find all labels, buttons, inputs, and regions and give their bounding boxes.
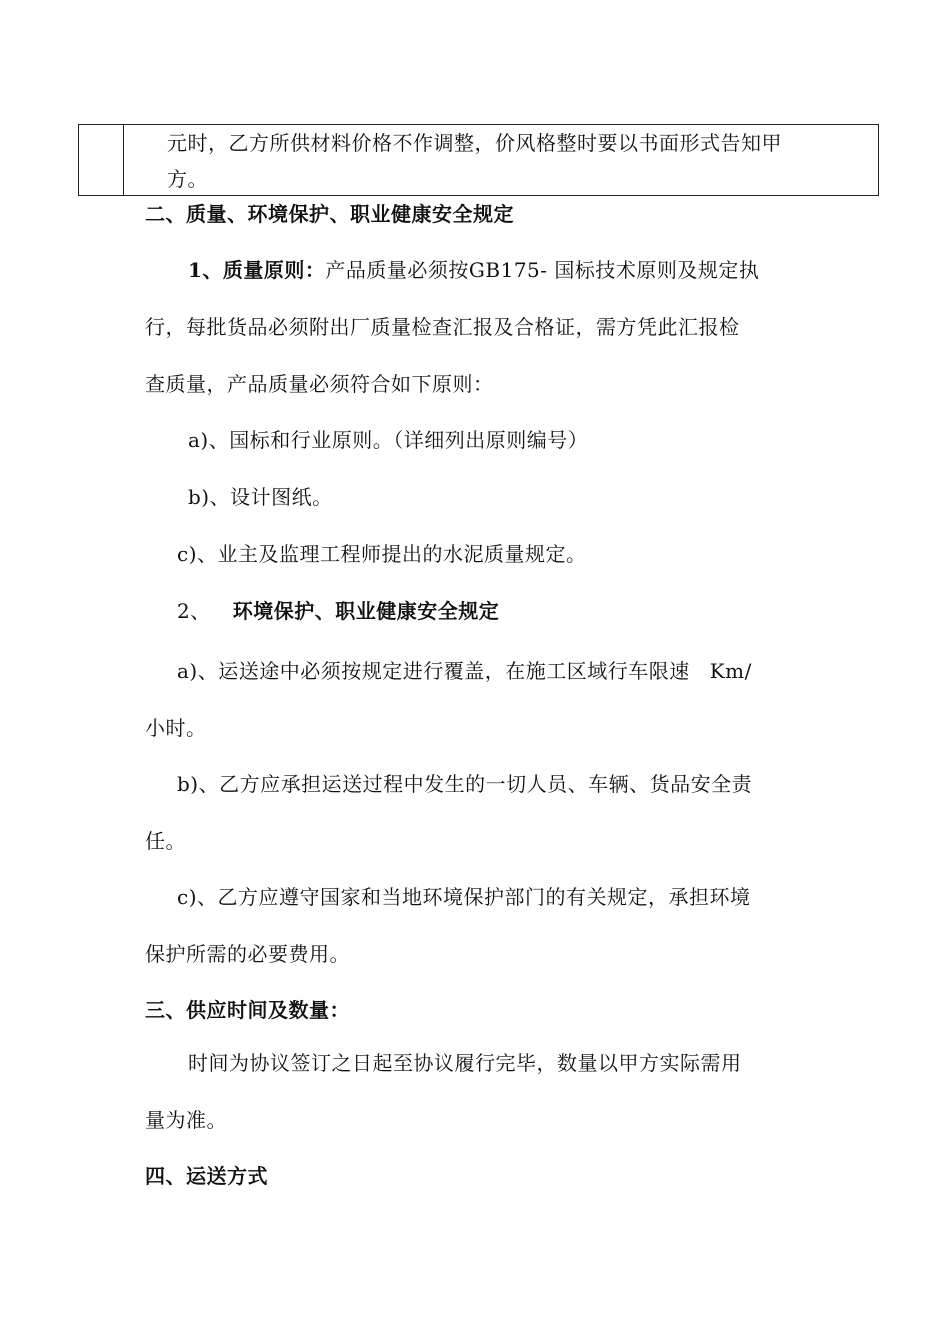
section-4-heading: 四、运送方式 — [145, 1164, 268, 1188]
env-item-c-line-2: 保护所需的必要费用。 — [145, 942, 350, 966]
quality-label: 1、质量原则： — [188, 258, 326, 282]
table-row — [78, 124, 879, 196]
section-2-heading: 二、质量、环境保护、职业健康安全规定 — [145, 202, 514, 226]
quality-paragraph-line-1 — [188, 254, 759, 283]
quality-item-c: c)、业主及监理工程师提出的水泥质量规定。 — [177, 542, 587, 566]
env-heading: 环境保护、职业健康安全规定 — [232, 599, 500, 623]
table-column-divider — [123, 125, 124, 195]
section-3-heading: 三、供应时间及数量： — [145, 998, 350, 1022]
env-item-a-unit: Km/ — [709, 659, 752, 683]
quality-item-a: a)、国标和行业原则。（详细列出原则编号） — [188, 428, 589, 452]
env-number: 2、 — [177, 599, 211, 623]
quality-item-b: b)、设计图纸。 — [188, 485, 333, 509]
section-3-text-line-2: 量为准。 — [145, 1108, 227, 1132]
env-item-a-line-1 — [177, 655, 752, 684]
env-heading-line — [177, 595, 499, 624]
env-item-c-line-1: c)、乙方应遵守国家和当地环境保护部门的有关规定，承担环境 — [177, 885, 751, 909]
table-cell — [167, 125, 872, 197]
env-item-a-line-2: 小时。 — [145, 716, 207, 740]
env-item-b-line-1: b)、乙方应承担运送过程中发生的一切人员、车辆、货品安全责 — [177, 772, 753, 796]
quality-paragraph-line-2: 行，每批货品必须附出厂质量检查汇报及合格证，需方凭此汇报检 — [145, 315, 740, 339]
quality-paragraph-line-3: 查质量，产品质量必须符合如下原则： — [145, 372, 494, 396]
env-item-b-line-2: 任。 — [145, 829, 186, 853]
env-item-a-text: a)、运送途中必须按规定进行覆盖，在施工区域行车限速 — [177, 659, 690, 683]
section-3-text-line-1: 时间为协议签订之日起至协议履行完毕，数量以甲方实际需用 — [188, 1051, 742, 1075]
quality-text-1: 产品质量必须按GB175- 国标技术原则及规定执 — [325, 258, 760, 282]
table-cell-line-1: 元时，乙方所供材料价格不作调整，价风格整时要以书面形式告知甲 — [167, 131, 782, 155]
table-cell-line-2: 方。 — [167, 167, 208, 191]
